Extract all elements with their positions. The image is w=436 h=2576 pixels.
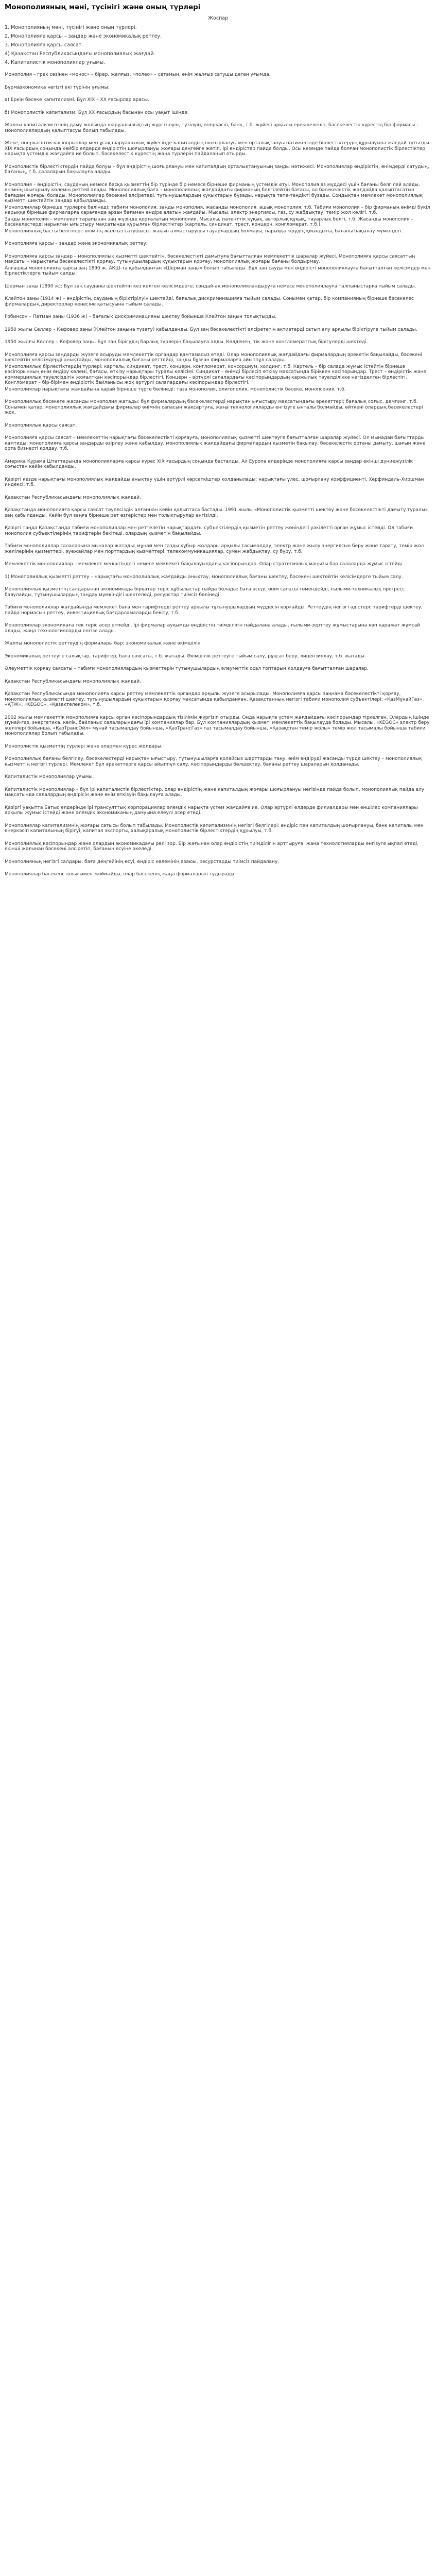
body-paragraph: Монополия – өндірістің, сауданың немесе басқа қызметтің бір түрінде бір немесе бірнеше фирманың үстемдік етуі. Монополия өз мүддесі үшін бағаны белгілей алады, өнімнің шығарылу көлемін реттей алады. Монополиялық баға – монополиялық жағдайдағы фирманың белгілейтін бағасы, ол бәсекелестік жағдайда қалыптасатын бағадан жоғары болады. Монополиялар бәсекені әлсіретеді, тұтынушылардың құқықтарын бұзады, нарықта тепе-теңдікті бұзады. Сондықтан мемлекет монополиялық қызметті шектейтін заңдар қабылдайды. [5,182,423,204]
body-paragraph: Клейтон заңы (1914 ж) – өндірістің, сауданың біріктірілуін шектейді, бағалық дискриминацияға тыйым салады. Сонымен қатар, бір компанияның бірнеше бәсекелес фирмалардың директорлар кеңесіне қатысуына тыйым салады. [5,296,414,307]
body-paragraph: Табиғи монополиялар жағдайында мемлекет баға мен тарифтерді реттеу арқылы тұтынушылардың мүддесін қорғайды. Реттеудің негізгі әдістері: тарифтерді шектеу, пайда нормасын реттеу, инвестициялық бағдарламаларды бекіту, т.б. [5,605,423,616]
body-paragraph: Капиталистік монополиялар – бұл ірі капиталистік бірлестіктер, олар өндірістің және капиталдың жоғары шоғырлануы негізінде пайда болып, монополиялық пайда алу мақсатында салалардың өндірісін және өнім өткізуін бақылауға алады. [5,787,425,798]
body-paragraph: Қазіргі кезде нарықтағы монополиялық жағдайды анықтау үшін әртүрлі көрсеткіштер қолданылады: нарықтағы үлес, шоғырлану коэффициенті, Херфиндаль-Хиршман индексі, т.б. [5,477,424,487]
body-paragraph: Монополияға қарсы заңдар – монополиялық қызметті шектейтін, бәсекелестікті дамытуға бағытталған мемлекеттік шаралар жүйесі. Монополияға қарсы саясаттың мақсаты – нарықтағы бәсекелестікті қорғау, тұтынушылардың құқықтарын қорғау, монополиялық жоғары бағаны болдырмау. [5,253,415,264]
plan-heading: Жоспар [207,15,229,21]
body-paragraph: Монополиялық бірлестіктердің түрлері: картель, синдикат, трест, концерн, конгломерат, консорциум, холдинг, т.б. Картель – бір салада жұмыс істейтін бірнеше кәсіпорынның өнім өндіру көлемі, бағасы, өткізу нарықтары туралы келісімі. Синдикат – өнімді бірлесіп өткізу мақсатында біріккен кәсіпорындар. Трест – өндірістік және коммерциялық тәуелсіздігін жоғалтқан кәсіпорындар бірлестігі. Концерн – әртүрлі салалардағы кәсіпорындардың қаржылық тәуелділікке негізделген бірлестігі. Конгломерат – бір-бірімен өндірістік байланысы жоқ әртүрлі салалардағы кәсіпорындар бірлестігі. [5,364,427,385]
body-paragraph: Қазақстан Республикасындағы монополиялық жағдай. [5,495,141,500]
body-paragraph: Жалпы капитализм өзінің даму жолында шаруашылықтың жүргізілуін, түзілуін, өнеркәсіп, банк, т.б. жүйесі арқылы ерекшеленіп, бәсекелестік күрестің бір формасы – монополиялардың қалыптасуы болып табылады. [5,123,419,133]
body-paragraph: 1) Монополиялық қызметті реттеу – нарықтағы монополиялық жағдайды анықтау, монополиялық бағаны шектеу, бәсекені шектейтін келісімдерге тыйым салу. [5,574,403,580]
plan-item: 2. Монополияға қарсы – заңдар және экономикалық реттеу. [5,33,162,39]
body-paragraph: Монополияға қарсы заңдарды жүзеге асыруды мемлекеттік органдар қамтамасыз етеді. Олар монополиялық жағдайдағы фирмалардың әрекетін бақылайды, бәсекені шектейтін келісімдерді анықтайды, монополиялық бағаны реттейді, заңды бұзған фирмаларға айыппұл салады. [5,352,422,363]
body-paragraph: Монополиялар капитализмнің жоғары сатысы болып табылады. Монополистік капитализмнің негізгі белгілері: өндіріс пен капиталдың шоғырлануы, банк капиталы мен өнеркәсіп капиталының бірігуі, капитал экспорты, халықаралық монополистік бірлестіктердің құрылуы, т.б. [5,823,424,834]
body-paragraph: Шерман заңы (1890 ж): Бұл заң сауданы шектейтін кез келген келісімдерге, сондай-ақ монополияландыруға немесе монополиялауға талпыныстарға тыйым салады. [5,283,416,289]
document-title: Монополияның мәні, түсінігі және оның түрлері [5,3,201,11]
body-paragraph: Заңды монополия – мемлекет тарапынан заң жүзінде қорғалатын монополия. Мысалы, патенттік құқық, авторлық құқық, тауарлық белгі, т.б. Жасанды монополия – бәсекелестерді нарықтан ығыстыру мақсатында құрылған бірлестіктер (картель, синдикат, трест, концерн, конгломерат, т.б.). [5,216,413,227]
plan-list [5,23,162,67]
body-paragraph: Монополияға қарсы саясат – мемлекеттің нарықтағы бәсекелестікті қорғауға, монополиялық қызметті шектеуге бағытталған шаралар жүйесі. Ол мынадай бағыттарды қамтиды: монополияға қарсы заңдарды әзірлеу және қабылдау, монополиялық жағдайдағы фирмалардың қызметін бақылау, бәсекелестік ортаны дамыту, шағын және орта бизнесті қолдау, т.б. [5,435,426,451]
body-paragraph: Монополиялық қарсы саясат. [5,422,77,428]
body-paragraph: Монополиялық кәсіпорындар және олардың экономикадағы рөлі зор. Бір жағынан олар өндірістің тиімділігін арттыруға, жаңа технологияларды енгізуге ықпал етеді, екінші жағынан бәсекені әлсіретіп, бағаның өсуіне әкеледі. [5,841,419,852]
body-paragraph: Робинсон – Патман заңы (1936 ж) – бағалық дискриминацияны шектеу бойынша Клейтон заңын толықтырды. [5,314,277,319]
body-paragraph: Монополиялық қызметтің салдарынан экономикада бірқатар теріс құбылыстар пайда болады: баға өседі, өнім сапасы төмендейді, ғылыми-техникалық прогресс баяулайды, тұтынушылардың таңдау мүмкіндігі шектеледі, ресурстар тиімсіз бөлінеді. [5,587,405,598]
body-paragraph: Қазіргі таңда Қазақстанда табиғи монополиялар мен реттелетін нарықтардағы субъектілердің қызметін реттеу жөніндегі уәкілетті орган жұмыс істейді. Ол табиғи монополия субъектілерінің тарифтерін бекітеді, олардың қызметін бақылайды. [5,526,413,536]
body-paragraph: Қазақстан Республикасындағы монополиялық жағдай. [5,679,141,684]
body-paragraph: Жеке, өнеркәсіптік кәсіпорынлар мен ұсақ шаруашылық жүйесінде капиталдың шоғырлануы мен орталықтануы нәтижесінде бірлестіктердің құрылуына жағдай туғызды. XIX ғасырдың соңында кейбір елдерде өндірістің шоғырлануы жоғары деңгейге жетіп, ірі өндірістер пайда болды. Осы кезеңде пайда болған монополистік бірлестіктер нарықта үстемдік жағдайға ие болып, бәсекелестік күрестің жаңа түрлерін пайдаланып отырды. [5,141,431,157]
body-paragraph: Қазіргі уақытта Батыс елдерінде ірі трансұлттық корпорациялар әлемдік нарықта үстем жағдайға ие. Олар әртүрлі елдерде филиалдары мен еншілес компаниялары арқылы жұмыс істейді және әлемдік экономиканың дамуына елеулі әсер етеді. [5,805,418,816]
body-paragraph: Монополиялық бағаны белгілеу, бәсекелестерді нарықтан ығыстыру, тұтынушыларға қолайсыз шарттарды таңу, өнім өндіруді жасанды түрде шектеу – монополиялық қызметтің негізгі түрлері. Мемлекет бұл әрекеттерге қарсы айыппұл салу, кәсіпорындарды бөлшектеу, бағаны реттеу шараларын қолданады. [5,756,422,767]
body-paragraph: Капиталистік монополиялар ұғымы. [5,774,94,779]
body-paragraph: а) Еркін бәсеке капитализмі. Бұл XIX – XX ғасырлар арасы. [5,97,149,103]
body-paragraph: Алғашқы монополияға қарсы заң 1890 ж. АҚШ-та қабылданған «Шерман заңы» болып табылады. Бұл заң сауда мен өндірісті монополиялауға бағытталған келісімдер мен бірлестіктерге тыйым салды. [5,265,431,276]
body-paragraph: Монополияның негізгі салдары: баға деңгейінің өсуі, өндіріс көлемінің азаюы, ресурстарды тиімсіз пайдалану. [5,859,280,865]
document-body [5,72,431,885]
body-paragraph: Монополиялар экономикаға тек теріс әсер етпейді. Ірі фирмалар ауқымды өндірістің тиімділігін пайдалана алады, ғылыми-зерттеу жұмыстарына көп қаражат жұмсай алады, жаңа технологияларды енгізе алады. [5,623,421,634]
body-paragraph: Экономикалық реттеуге салықтар, тарифтер, баға саясаты, т.б. жатады. Әкімшілік реттеуге тыйым салу, рұқсат беру, лицензиялау, т.б. жатады. [5,653,366,659]
body-paragraph: Жалпы монополистік реттеудің формалары бар: экономикалық және әкімшілік. [5,641,202,646]
body-paragraph: б) Монополистік капитализм. Бұл XX ғасырдың басынан осы уақыт ішінде. [5,110,189,115]
body-paragraph: Монополияға қарсы – заңдар және экономикалық реттеу. [5,241,148,246]
body-paragraph: Монополияның басты белгілері: өнімнің жалғыз сатушысы, жақын алмастырушы тауарлардың болмауы, нарыққа кірудің қиындығы, бағаны бақылау мүмкіндігі. [5,228,403,234]
body-paragraph: Монополистік бірлестіктердің пайда болуы – бұл өндірістің шоғырлануы мен капиталдың орталықтануының заңды нәтижесі. Монополиялар өндірістің, өнімдерді сатудың, бағаның, т.б. салаларын бақылауға алады. [5,164,429,175]
body-paragraph: Әлеуметтік қорғау саясаты – табиғи монополиялардың қызметтерін тұтынушылардың әлеуметтік осал топтарын қолдауға бағытталған шаралар. [5,666,369,671]
body-paragraph: 1950 жылғы Келлер – Кефовер заңы. Бұл заң бірігудің барлық түрлерін бақылауға алды. Көлденең, тік және конгломераттық бірігулерді шектеді. [5,340,368,345]
body-paragraph: 2002 жылы мемлекеттік монополияға қарсы орган кәсіпорындардың тізілімін жүргізіп отырды. Онда нарықта үстем жағдайдағы кәсіпорындар тіркелген. Олардың ішінде мұнай-газ, энергетика, көлік, байланыс салаларындағы ірі компаниялар бар. Бұл компаниялардың қызметі мемлекеттік бақылауда болады. Мысалы, «KEGOC» электр беру желілері бойынша, «ҚазТрансОйл» мұнай тасымалдау бойынша, «ҚазТрансГаз» газ тасымалдау бойынша, «Қазақстан темір жолы» темір жол тасымалы бойынша табиғи монополиялар болып табылады. [5,715,430,736]
body-paragraph: Монополия – грек сөзінен «монос» – бірер, жалғыз, «полео» – сатамын, өнім жалғыз сатушы деген ұғымда. [5,72,271,77]
body-paragraph: Монополиялар нарықтағы жағдайына қарай бірнеше түрге бөлінеді: таза монополия, олигополия, монополистік бәсеке, монопсония, т.б. [5,386,346,392]
plan-item: 4. Капиталистік монополиялар ұғымы. [5,60,106,65]
body-paragraph: Монополиялар бірнеше түрлерге бөлінеді: табиғи монополия, заңды монополия, жасанды монополия, ашық монополия, т.б. Табиғи монополия – бір фирманың өнімді бүкіл нарыққа бірнеше фирмаларға қарағанда арзан бағамен өндіре алатын жағдайы. Мысалы, электр энергиясы, газ, су жабдықтау, темір жол көлігі, т.б. [5,205,430,215]
body-paragraph: Монополиялық бәсекеге жасанды монополия жатады: бұл фирмалардың бәсекелестерді нарықтан ығыстыру мақсатындағы әрекеттері; бағалық соғыс, демпинг, т.б. Сонымен қатар, монополиялық жағдайдағы фирмалар өнімнің сапасын жақсартуға, жаңа технологияларды енгізуге ынталы болмайды, өйткені олардың бәсекелестері жоқ. [5,399,423,415]
body-paragraph: Мемлекеттік монополиялар – мемлекет меншігіндегі немесе мемлекет бақылауындағы кәсіпорындар. Олар стратегиялық маңызы бар салаларда жұмыс істейді. [5,562,404,567]
plan-item: 1. Монополияның мәні, түсінігі және оның түрлері. [5,25,137,30]
body-paragraph: Америка Құрама Штаттарында монополияларға қарсы күрес XIX ғасырдың соңында басталды. Ал Еуропа елдерінде монополияға қарсы заңдар екінші дүниежүзілік соғыстан кейін қабылданды. [5,459,413,469]
body-paragraph: Қазақстан Республикасында монополияға қарсы реттеу мемлекеттік органдар арқылы жүзеге асырылады. Монополияға қарсы заңнама бәсекелестікті қорғау, монополиялық қызметті шектеу, тұтынушылардың құқықтарын қорғау мақсатында қабылданған. Қазақстанның негізгі табиғи монополия субъектілері: «ҚазМұнайГаз», «ҚТЖ», «KEGOC», «Қазақтелеком», т.б. [5,691,424,707]
body-paragraph: Табиғи монополиялар салаларына мыналар жатады: мұнай мен газды құбыр жолдары арқылы тасымалдау, электр және жылу энергиясын беру және тарату, темір жол желілерінің қызметтері, әуежайлар мен порттардың қызметтері, телекоммуникациялар, сумен жабдықтау, су бұру, т.б. [5,544,424,554]
body-paragraph: Қазақстанда монополияға қарсы саясат тәуелсіздік алғаннан кейін қалыптаса бастады. 1991 жылы «Монополистік қызметті шектеу және бәсекелестікті дамыту туралы» заң қабылданды. Кейін бұл заңға бірнеше рет өзгерістер мен толықтырулар енгізілді. [5,507,428,518]
body-paragraph: Монополистік қызметтің түрлері және олармен күрес жолдары. [5,743,163,749]
plan-item: 4) Қазақстан Республикасындағы монополиялық жағдай. [5,51,155,57]
body-paragraph: Бұрмаэкономика негізгі екі түрінің ұғымы: [5,84,110,90]
body-paragraph: Монополиялар бәсекені толығымен жоймайды, олар бәсекенің жаңа формаларын тудырады. [5,872,236,877]
body-paragraph: 1950 жылы Селлер – Кефовер заңы (Клейтон заңына түзету) қабылданды. Бұл заң бәсекелестікті әлсірететін активтерді сатып алу арқылы біріктіруге тыйым салады. [5,327,417,332]
plan-item: 3. Монополияға қарсы саясат. [5,42,83,48]
